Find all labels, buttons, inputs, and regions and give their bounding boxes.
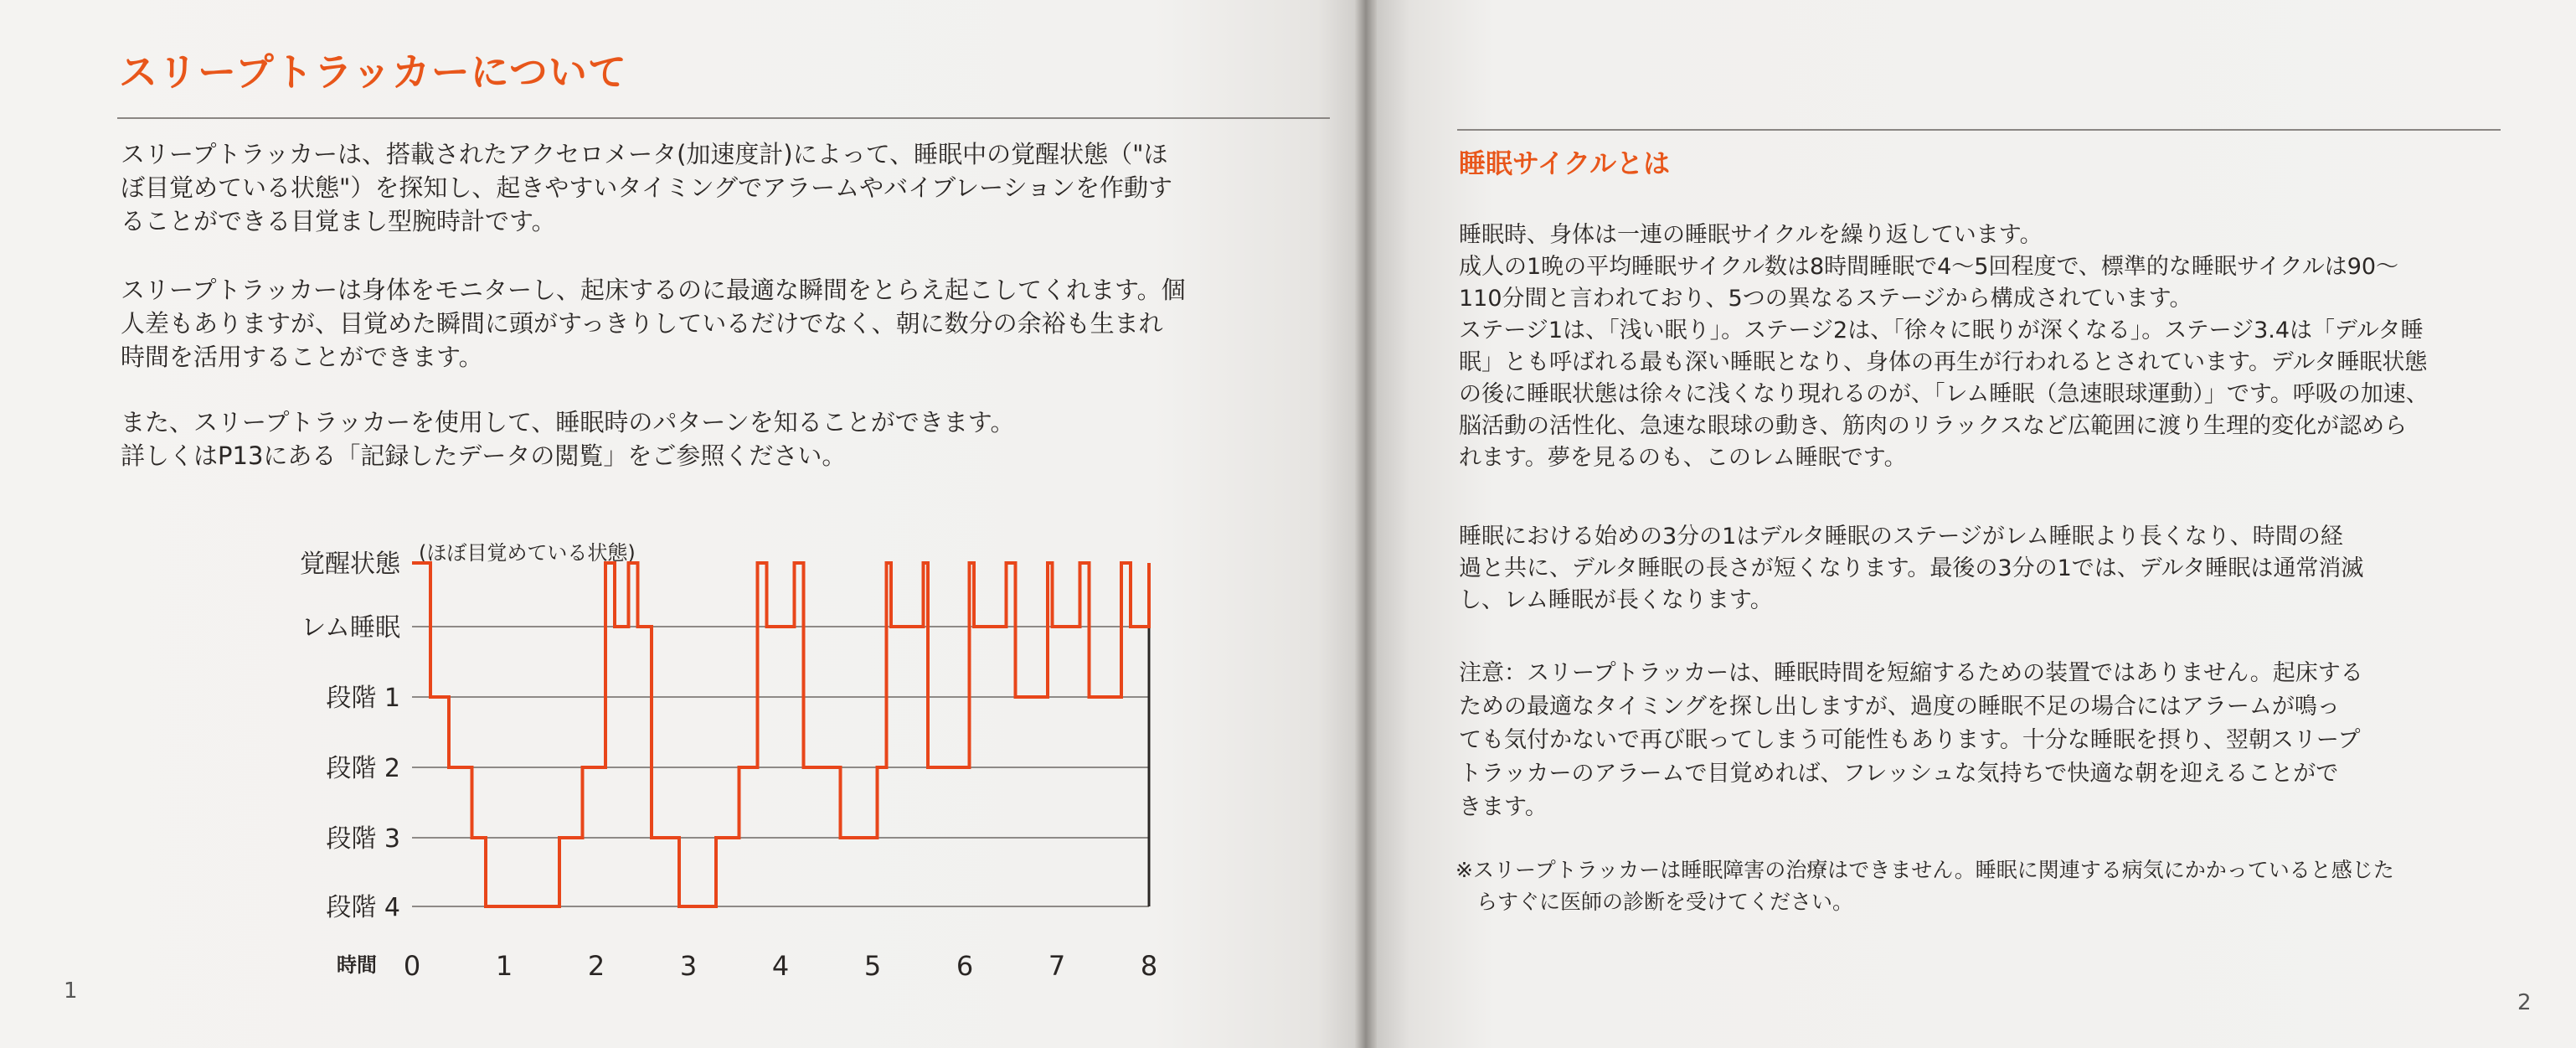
- chart-x-axis-label: 時間: [337, 953, 377, 977]
- chart-y-tick-label: 段階 4: [326, 893, 400, 922]
- data-reference-paragraph: また、スリープトラッカーを使用して、睡眠時のパターンを知ることができます。 詳しくはP13にある「記録したデータの閲覧」をご参照ください。: [121, 408, 1015, 470]
- chart-x-tick-label: 4: [771, 950, 790, 982]
- binding-gutter: [1355, 0, 1377, 1048]
- chart-x-tick-label: 0: [403, 950, 421, 982]
- intro-paragraph: スリープトラッカーは、搭載されたアクセロメータ(加速度計)によって、睡眠中の覚醒状態（"ほ ぼ目覚めている状態"）を探知し、起きやすいタイミングでアラームやバイブレーションを作動す ることができる目覚まし型腕時計です。: [121, 140, 1172, 235]
- chart-x-labels: [337, 950, 1157, 982]
- chart-x-tick-label: 3: [679, 950, 698, 982]
- chart-y-tick-label: 段階 1: [326, 684, 400, 713]
- chart-series: [412, 563, 1149, 906]
- chart-y-tick-label: 覚醒状態: [300, 550, 400, 579]
- monitoring-paragraph: スリープトラッカーは身体をモニターし、起床するのに最適な瞬間をとらえ起こしてくれます。個 人差もありますが、目覚めた瞬間に頭がすっきりしているだけでなく、朝に数分の余裕も生まれ 時間を活用することができます。: [121, 276, 1186, 371]
- caution-paragraph: 注意：スリープトラッカーは、睡眠時間を短縮するための装置ではありません。起床する ための最適なタイミングを探し出しますが、過度の睡眠不足の場合にはアラームが鳴っ ても気付かないで再び眠ってしまう可能性もあります。十分な睡眠を摂り、翌朝スリープ トラッカーのアラームで目覚めれば、フレッシュな気持ちで快適な朝を迎えることがで きます。: [1459, 660, 2363, 820]
- chart-x-tick-label: 8: [1140, 950, 1158, 982]
- chart-wake-caption: (ほぼ目覚めている状態): [419, 541, 636, 565]
- chart-x-tick-label: 6: [956, 950, 974, 982]
- chart-grid: [412, 563, 1149, 906]
- page-title: スリープトラッカーについて: [119, 49, 627, 95]
- delta-sleep-paragraph: 睡眠における始めの3分の1はデルタ睡眠のステージがレム睡眠より長くなり、時間の経 過と共に、デルタ睡眠の長さが短くなります。最後の3分の1では、デルタ睡眠は通常消滅 し、レム睡眠が長くなります。: [1459, 524, 2364, 613]
- chart-x-tick-label: 7: [1048, 950, 1066, 982]
- page-number-left: 1: [64, 978, 78, 1004]
- chart-x-tick-label: 1: [495, 950, 513, 982]
- chart-y-tick-label: 段階 3: [326, 824, 400, 854]
- sleep-stage-line: [412, 563, 1149, 906]
- chart-x-tick-label: 2: [587, 950, 605, 982]
- medical-note: ※スリープトラッカーは睡眠障害の治療はできません。睡眠に関連する病気にかかっていると感じた らすぐに医師の診断を受けてください。: [1455, 858, 2394, 914]
- chart-y-tick-label: 段階 2: [326, 754, 400, 783]
- section-title: 睡眠サイクルとは: [1459, 147, 1671, 179]
- chart-x-tick-label: 5: [863, 950, 882, 982]
- chart-y-tick-label: レム睡眠: [301, 613, 400, 643]
- chart-y-labels: [300, 541, 636, 922]
- section-divider: [1457, 129, 2501, 131]
- sleep-cycle-paragraph: 睡眠時、身体は一連の睡眠サイクルを繰り返しています。 成人の1晩の平均睡眠サイクル数は8時間睡眠で4～5回程度で、標準的な睡眠サイクルは90～ 110分間と言われており、5つの異なるステージから構成されています。 ステージ1は、「浅い眠り」。ステージ2は、「徐々に眠りが深くなる」。ステージ3.4は「デルタ睡 眠」とも呼ばれる最も深い睡眠となり、身体の再生が行われるとされています。デルタ睡眠状態 の後に睡眠状態は徐々に浅くなり現れるのが、「レム睡眠（急速眼球運動）」です。呼吸の加速、 脳活動の活性化、急速な眼球の動き、筋肉のリラックスなど広範囲に渡り生理的変化が認めら れます。夢を見るのも、このレム睡眠です。: [1459, 222, 2429, 471]
- page-number-right: 2: [2517, 990, 2532, 1015]
